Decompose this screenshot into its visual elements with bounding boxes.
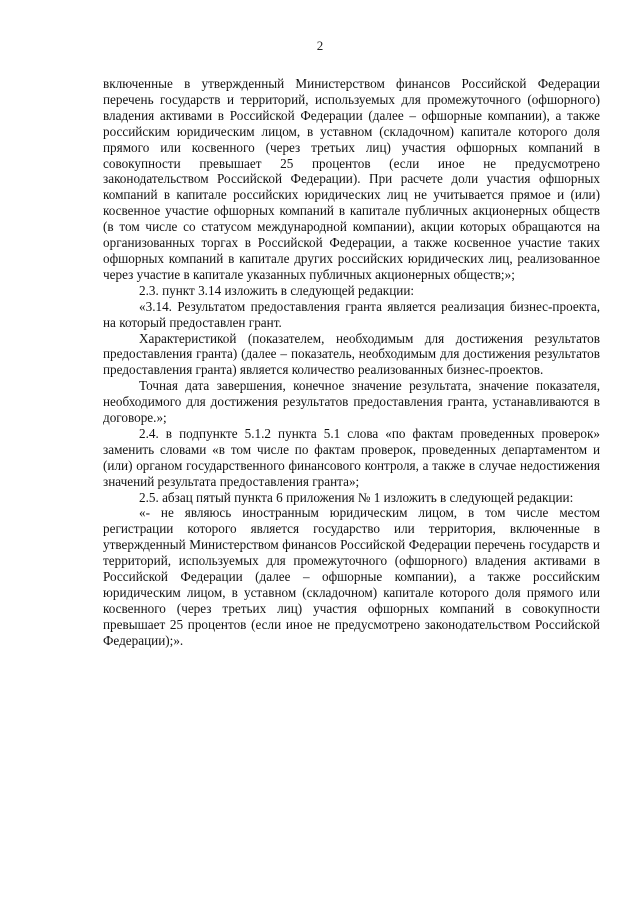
document-body: [103, 76, 600, 649]
paragraph-quoted-offshore: «- не являюсь иностранным юридическим лицом, в том числе местом регистрации которого является государство или территория, включенные в утвержденный Министерством финансов Российской Федерации перечень государств и территорий, используемых для промежуточного (офшорного) владения активами в Российской Федерации (далее – офшорные компании), а также российским юридическим лицом, в уставном (складочном) капитале которого доля прямого или косвенного (через третьих лиц) участия офшорных компаний в совокупности превышает 25 процентов (если иное не предусмотрено законодательством Российской Федерации);».: [103, 505, 600, 648]
paragraph-characteristic: Характеристикой (показателем, необходимым для достижения результатов предоставления гранта) (далее – показатель, необходимым для достижения результатов предоставления гранта) является количество реализованных бизнес-проектов.: [103, 330, 600, 378]
page-number: 2: [316, 38, 324, 53]
paragraph-2-5: 2.5. абзац пятый пункта 6 приложения № 1 изложить в следующей редакции:: [139, 489, 574, 505]
paragraph-2-4: 2.4. в подпункте 5.1.2 пункта 5.1 слова «по фактам проведенных проверок» заменить словами «в том числе по фактам проверок, проведенных департаментом и (или) органом государственного финансового контроля, а также в случае недостижения значений результата предоставления гранта»;: [103, 425, 600, 489]
paragraph-offshore-continuation: включенные в утвержденный Министерством финансов Российской Федерации перечень государств и территорий, используемых для промежуточного (офшорного) владения активами в Российской Федерации (далее – офшорные компании), а также российским юридическим лицом, в уставном (складочном) капитале которого доля прямого или косвенного (через третьих лиц) участия офшорных компаний в совокупности превышает 25 процентов (если иное не предусмотрено законодательством Российской Федерации). При расчете доли участия офшорных компаний в капитале российских юридических лиц не учитывается прямое и (или) косвенное участие офшорных компаний в капитале публичных акционерных обществ (в том числе со статусом международной компании), акции которых обращаются на организованных торгах в Российской Федерации, а также косвенное участие таких офшорных компаний в капитале других российских юридических лиц, реализованное через участие в капитале указанных публичных акционерных обществ;»;: [103, 76, 600, 282]
paragraph-3-14: «3.14. Результатом предоставления гранта является реализация бизнес-проекта, на который предоставлен грант.: [103, 298, 600, 330]
paragraph-2-3: 2.3. пункт 3.14 изложить в следующей редакции:: [139, 282, 415, 298]
paragraph-exact-date: Точная дата завершения, конечное значение результата, значение показателя, необходимого для достижения результатов предоставления гранта, устанавливаются в договоре.»;: [103, 378, 600, 426]
